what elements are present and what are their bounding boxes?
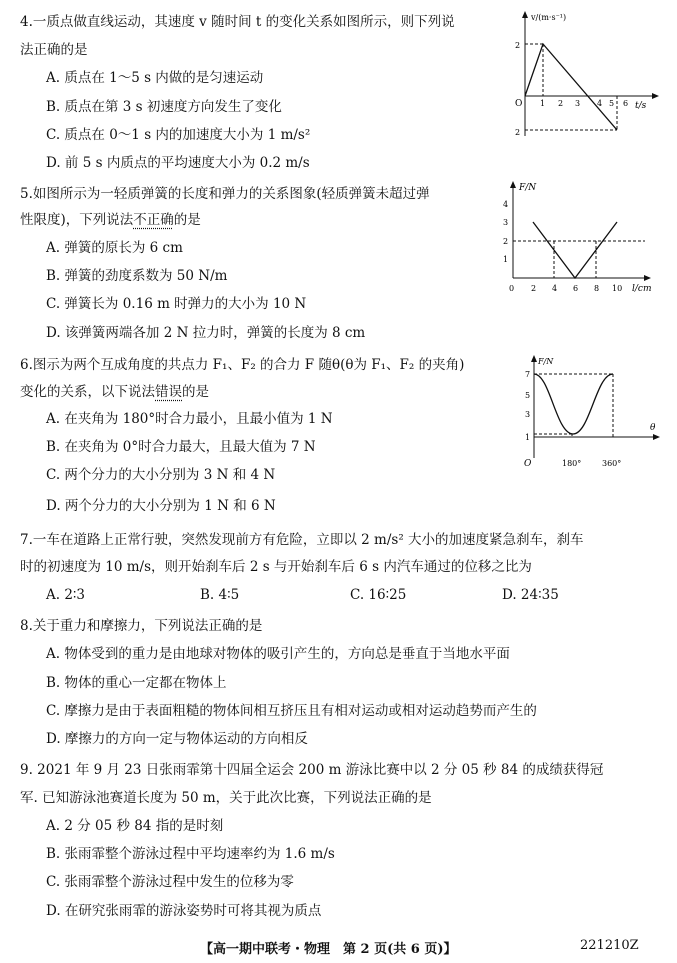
q5-stem-post: 的是 [173, 212, 201, 228]
q5-stem-emphasis: 不正确 [133, 212, 174, 228]
q5-stem-line2 [20, 212, 201, 228]
q5-graph-ytick: 4 [503, 200, 509, 209]
q9-option-b: B. 张雨霏整个游泳过程中平均速率约为 1.6 m/s [46, 846, 335, 862]
page-footer-title: 【高一期中联考・物理 第 2 页(共 6 页)】 [200, 942, 457, 957]
q7-option-c: C. 16∶25 [350, 587, 407, 603]
q8-stem: 8.关于重力和摩擦力，下列说法正确的是 [20, 618, 263, 634]
q8-option-c: C. 摩擦力是由于表面粗糙的物体间相互挤压且有相对运动或相对运动趋势而产生的 [46, 703, 537, 719]
q6-stem-emphasis: 错误 [155, 384, 182, 400]
q4-graph-xlabel: t/s [635, 101, 647, 111]
q6-stem-pre: 变化的关系，以下说法 [20, 384, 155, 400]
q7-stem-line2: 时的初速度为 10 m/s，则开始刹车后 2 s 与开始刹车后 6 s 内汽车通过的位移之比为 [20, 559, 532, 575]
q6-option-c: C. 两个分力的大小分别为 3 N 和 4 N [46, 467, 276, 483]
q4-velocity-curve [525, 44, 617, 130]
q7-option-b: B. 4∶5 [200, 587, 240, 603]
q6-option-a: A. 在夹角为 180°时合力最小，且最小值为 1 N [46, 411, 333, 427]
q4-graph-xtick: 2 [558, 99, 564, 108]
q6-option-b: B. 在夹角为 0°时合力最大，且最大值为 7 N [46, 439, 316, 455]
q5-graph-xtick: 8 [594, 284, 600, 293]
q7-option-d: D. 24∶35 [502, 587, 559, 603]
q4-graph-xtick: 5 [609, 99, 615, 108]
q5-graph-ytick: 2 [503, 237, 509, 246]
q5-option-d: D. 该弹簧两端各加 2 N 拉力时，弹簧的长度为 8 cm [46, 325, 366, 341]
q6-graph-xlabel: θ [650, 423, 656, 433]
q8-option-d: D. 摩擦力的方向一定与物体运动的方向相反 [46, 731, 308, 747]
q5-option-a: A. 弹簧的原长为 6 cm [46, 240, 183, 256]
q5-graph-xtick: 4 [552, 284, 558, 293]
q4-graph-xtick: 3 [575, 99, 581, 108]
q6-graph-ytick: 1 [525, 433, 531, 442]
q8-option-a: A. 物体受到的重力是由地球对物体的吸引产生的，方向总是垂直于当地水平面 [46, 646, 510, 662]
q5-force-curve [533, 222, 617, 278]
q6-graph-ylabel: F/N [538, 357, 554, 366]
q5-graph-ytick: 3 [503, 218, 509, 227]
q6-resultant-force-graph [520, 352, 670, 474]
q7-stem-line1: 7.一车在道路上正常行驶，突然发现前方有危险，立即以 2 m/s² 大小的加速度紧急刹车，刹车 [20, 532, 584, 548]
q6-option-d: D. 两个分力的大小分别为 1 N 和 6 N [46, 498, 276, 514]
q9-option-c: C. 张雨霏整个游泳过程中发生的位移为零 [46, 874, 294, 890]
q4-option-c: C. 质点在 0～1 s 内的加速度大小为 1 m/s² [46, 127, 311, 143]
q5-graph-xtick: 2 [531, 284, 537, 293]
q6-graph-ytick: 7 [525, 370, 531, 379]
q9-stem-line1: 9. 2021 年 9 月 23 日张雨霏第十四届全运会 200 m 游泳比赛中以 2 分 05 秒 84 的成绩获得冠 [20, 762, 604, 778]
q4-option-a: A. 质点在 1～5 s 内做的是匀速运动 [46, 70, 264, 86]
q4-stem-line2: 法正确的是 [20, 42, 88, 58]
q4-option-d: D. 前 5 s 内质点的平均速度大小为 0.2 m/s [46, 155, 310, 171]
q6-stem-line1: 6.图示为两个互成角度的共点力 F₁、F₂ 的合力 F 随θ(θ为 F₁、F₂ 的夹角) [20, 357, 465, 373]
q5-graph-xtick: 10 [612, 284, 623, 293]
q5-option-b: B. 弹簧的劲度系数为 50 N/m [46, 268, 228, 284]
q9-option-a: A. 2 分 05 秒 84 指的是时刻 [46, 818, 224, 834]
q9-stem-line2: 军. 已知游泳池赛道长度为 50 m，关于此次比赛，下列说法正确的是 [20, 790, 432, 806]
q4-graph-ytick: 2 [515, 128, 521, 137]
q6-graph-xtick: 180° [562, 459, 582, 468]
q4-option-b: B. 质点在第 3 s 初速度方向发生了变化 [46, 99, 282, 115]
q5-graph-ytick: 1 [503, 255, 509, 264]
q5-graph-xtick: 0 [509, 284, 515, 293]
q4-graph-xtick: 1 [540, 99, 546, 108]
q7-option-a: A. 2∶3 [46, 587, 86, 603]
page-footer-code: 221210Z [580, 938, 639, 953]
q6-stem-line2 [20, 384, 209, 400]
q5-option-c: C. 弹簧长为 0.16 m 时弹力的大小为 10 N [46, 296, 307, 312]
q5-graph-xtick: 6 [573, 284, 579, 293]
q6-force-curve [534, 374, 613, 434]
q5-stem-line1: 5.如图所示为一轻质弹簧的长度和弹力的关系图象(轻质弹簧未超过弹 [20, 186, 430, 202]
q4-stem-line1: 4.一质点做直线运动，其速度 v 随时间 t 的变化关系如图所示，则下列说 [20, 14, 455, 30]
q6-graph-ytick: 5 [525, 391, 531, 400]
q4-velocity-time-graph [505, 8, 665, 143]
q4-graph-xtick: 6 [623, 99, 629, 108]
q5-stem-pre: 性限度)，下列说法 [20, 212, 134, 228]
q4-graph-ylabel: v/(m·s⁻¹) [531, 13, 567, 22]
q9-option-d: D. 在研究张雨霏的游泳姿势时可将其视为质点 [46, 903, 322, 919]
q5-graph-ylabel: F/N [519, 183, 537, 193]
q6-graph-ytick: 3 [525, 410, 531, 419]
q6-graph-origin: O [524, 459, 532, 469]
q5-force-length-graph [497, 178, 667, 298]
q8-option-b: B. 物体的重心一定都在物体上 [46, 675, 227, 691]
q4-graph-origin: O [515, 99, 523, 109]
q4-graph-ytick: 2 [515, 41, 521, 50]
q4-graph-xtick: 4 [597, 99, 603, 108]
q6-graph-xtick: 360° [602, 459, 622, 468]
q6-stem-post: 的是 [182, 384, 209, 400]
q5-graph-xlabel: l/cm [632, 284, 652, 294]
